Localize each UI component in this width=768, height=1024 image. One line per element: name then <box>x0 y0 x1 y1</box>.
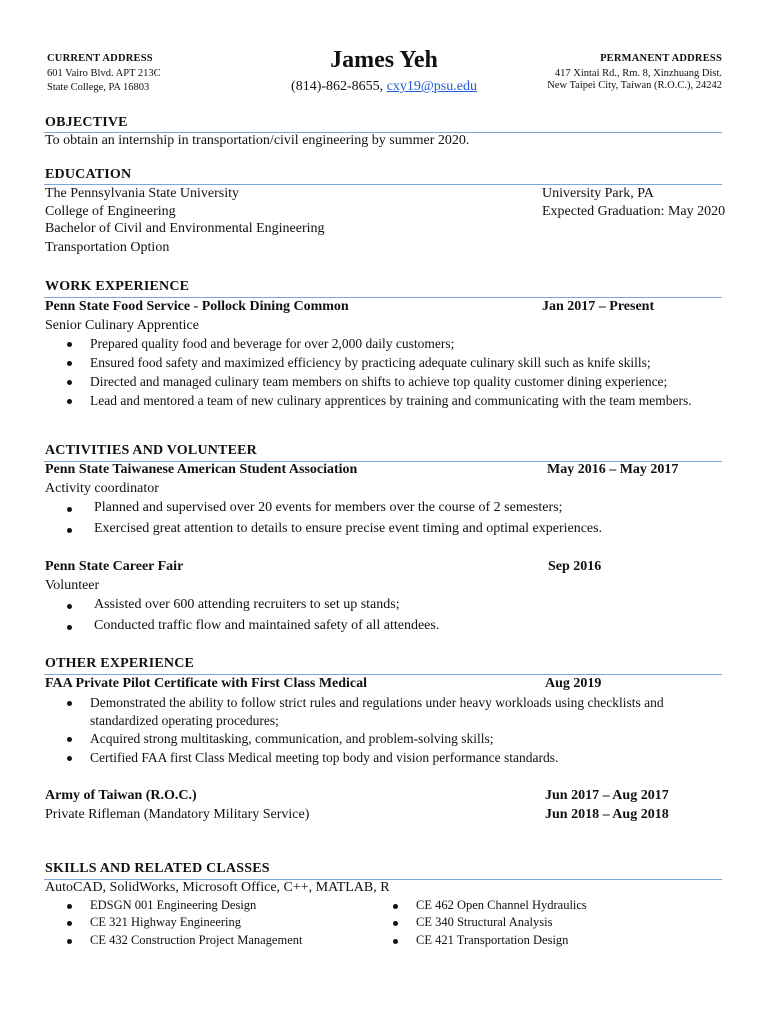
bullet-icon <box>67 361 72 366</box>
activity-dates: Sep 2016 <box>548 559 602 574</box>
class-item: CE 340 Structural Analysis <box>416 915 553 929</box>
education-school: The Pennsylvania State University <box>45 186 240 201</box>
army-dates: Jun 2017 – Aug 2017 <box>545 788 669 803</box>
bullet-icon <box>67 939 72 944</box>
education-degree: Bachelor of Civil and Environmental Engineering <box>45 221 325 236</box>
permanent-address-line2: New Taipei City, Taiwan (R.O.C.), 24242 <box>547 80 722 91</box>
current-address-line1: 601 Vairo Blvd. APT 213C <box>47 68 161 79</box>
work-org: Penn State Food Service - Pollock Dining Common <box>45 299 349 314</box>
activities-title: ACTIVITIES AND VOLUNTEER <box>45 443 257 458</box>
objective-text: To obtain an internship in transportation/civil engineering by summer 2020. <box>45 133 470 148</box>
bullet-icon <box>67 701 72 706</box>
bullet-icon <box>393 939 398 944</box>
education-college: College of Engineering <box>45 204 176 219</box>
work-bullet: Prepared quality food and beverage for over 2,000 daily customers; <box>90 336 455 351</box>
bullet-icon <box>67 380 72 385</box>
permanent-address-label: PERMANENT ADDRESS <box>600 53 722 64</box>
permanent-address-line1: 417 Xintai Rd., Rm. 8, Xinzhuang Dist. <box>554 68 722 79</box>
education-rule <box>44 184 722 185</box>
activity-role: Volunteer <box>45 578 100 593</box>
bullet-icon <box>67 528 72 533</box>
class-item: EDSGN 001 Engineering Design <box>90 898 257 912</box>
activity-bullet: Exercised great attention to details to ensure precise event timing and optimal experiences. <box>94 521 603 536</box>
work-bullet: Ensured food safety and maximized efficiency by practicing adequate culinary skill such as knife skills; <box>90 355 651 370</box>
faa-org: FAA Private Pilot Certificate with First Class Medical <box>45 676 368 691</box>
candidate-name: James Yeh <box>330 47 438 73</box>
work-role: Senior Culinary Apprentice <box>45 318 199 333</box>
phone-number: (814)-862-8655, <box>291 79 384 94</box>
faa-bullet: Acquired strong multitasking, communication, and problem-solving skills; <box>90 731 494 746</box>
class-item: CE 321 Highway Engineering <box>90 915 242 929</box>
work-title: WORK EXPERIENCE <box>45 279 190 294</box>
email-link[interactable]: cxy19@psu.edu <box>386 79 477 94</box>
class-item: CE 432 Construction Project Management <box>90 933 303 947</box>
faa-dates: Aug 2019 <box>545 676 602 691</box>
bullet-icon <box>67 342 72 347</box>
work-bullet: Lead and mentored a team of new culinary apprentices by training and communicating with the team members. <box>90 393 692 408</box>
activity-org: Penn State Taiwanese American Student Association <box>45 462 358 477</box>
bullet-icon <box>67 921 72 926</box>
class-item: CE 462 Open Channel Hydraulics <box>416 898 587 912</box>
work-dates: Jan 2017 – Present <box>542 299 655 314</box>
class-item: CE 421 Transportation Design <box>416 933 569 947</box>
bullet-icon <box>67 507 72 512</box>
activity-bullet: Conducted traffic flow and maintained safety of all attendees. <box>94 618 440 633</box>
faa-bullet: Demonstrated the ability to follow strict rules and regulations under heavy workloads using checklists and standardized operating procedures; <box>90 695 664 728</box>
activity-bullet: Planned and supervised over 20 events for members over the course of 2 semesters; <box>94 500 563 515</box>
education-title: EDUCATION <box>45 167 132 182</box>
education-graduation: Expected Graduation: May 2020 <box>542 204 726 219</box>
skills-software: AutoCAD, SolidWorks, Microsoft Office, C++, MATLAB, R <box>45 880 390 895</box>
activity-bullet: Assisted over 600 attending recruiters to set up stands; <box>94 597 400 612</box>
current-address-line2: State College, PA 16803 <box>47 82 150 93</box>
activity-role: Activity coordinator <box>45 481 159 496</box>
skills-title: SKILLS AND RELATED CLASSES <box>45 861 270 876</box>
current-address-label: CURRENT ADDRESS <box>47 53 153 64</box>
other-rule <box>44 674 722 675</box>
faa-bullet: Certified FAA first Class Medical meeting top body and vision performance standards. <box>90 750 559 765</box>
bullet-icon <box>393 904 398 909</box>
bullet-icon <box>67 904 72 909</box>
other-title: OTHER EXPERIENCE <box>45 656 195 671</box>
army-org: Army of Taiwan (R.O.C.) <box>45 788 197 803</box>
bullet-icon <box>393 921 398 926</box>
work-bullet: Directed and managed culinary team members on shifts to achieve top quality customer dining experience; <box>90 374 668 389</box>
education-location: University Park, PA <box>542 186 654 201</box>
army-dates: Jun 2018 – Aug 2018 <box>545 807 669 822</box>
objective-title: OBJECTIVE <box>45 115 128 130</box>
bullet-icon <box>67 399 72 404</box>
activity-dates: May 2016 – May 2017 <box>547 462 679 477</box>
army-role: Private Rifleman (Mandatory Military Service) <box>45 807 310 822</box>
bullet-icon <box>67 604 72 609</box>
education-option: Transportation Option <box>45 240 170 255</box>
activity-org: Penn State Career Fair <box>45 559 184 574</box>
work-rule <box>44 297 722 298</box>
bullet-icon <box>67 625 72 630</box>
bullet-icon <box>67 737 72 742</box>
bullet-icon <box>67 756 72 761</box>
